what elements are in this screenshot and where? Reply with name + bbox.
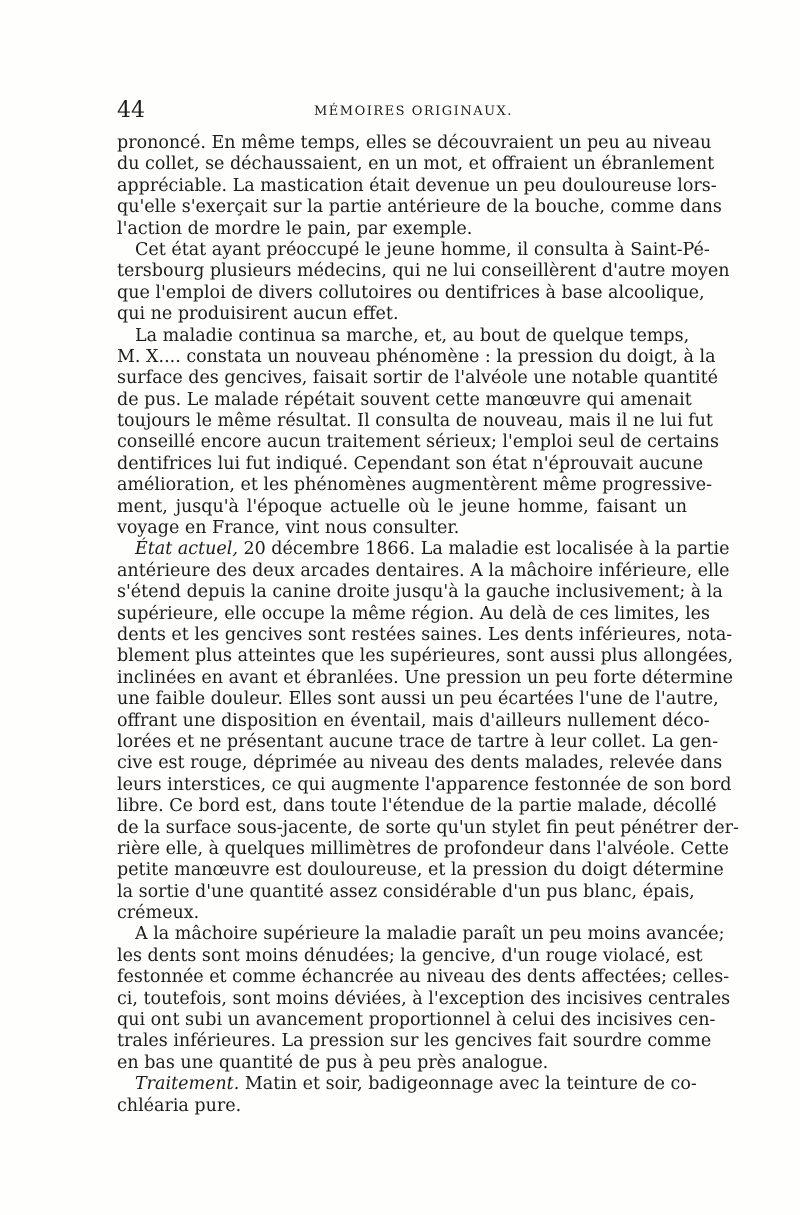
text-line: M. X.... constata un nouveau phénomène : la pression du doigt, à la [117,346,716,367]
text-line: offrant une disposition en éventail, mais d'ailleurs nullement déco- [117,710,710,731]
text-line: trales inférieures. La pression sur les gencives fait sourdre comme [117,1031,712,1052]
body-text [117,133,739,1117]
text-line: libre. Ce bord est, dans toute l'étendue de la partie malade, décollé [117,796,717,817]
text-line: une faible douleur. Elles sont aussi un peu écartées l'une de l'autre, [117,689,719,710]
text-line: blement plus atteintes que les supérieures, sont aussi plus allongées, [117,646,734,667]
text-line: dents et les gencives sont restées saines. Les dents inférieures, nota- [117,624,733,645]
section-lead: État actuel, [135,539,238,560]
text-line: La maladie continua sa marche, et, au bout de quelque temps, [135,325,690,346]
text-line: qui ne produisirent aucun effet. [117,304,399,325]
text-line: lorées et ne présentant aucune trace de tartre à leur collet. La gen- [117,731,719,752]
text-line: les dents sont moins dénudées; la gencive, d'un rouge violacé, est [117,945,703,966]
text-line: rière elle, à quelques millimètres de profondeur dans l'alvéole. Cette [117,838,729,859]
text-line: qu'elle s'exerçait sur la partie antérieure de la bouche, comme dans [117,197,722,218]
text-line: festonnée et comme échancrée au niveau des dents affectées; celles- [117,967,730,988]
text-line: supérieure, elle occupe la même région. Au delà de ces limites, les [117,603,711,624]
paragraph [117,239,730,326]
text-line: du collet, se déchaussaient, en un mot, et offraient un ébranlement [117,154,715,175]
text-line: petite manœuvre est douloureuse, et la pression du doigt détermine [117,860,724,881]
text-line: cive est rouge, déprimée au niveau des dents malades, relevée dans [117,753,723,774]
text-line: conseillé encore aucun traitement sérieux; l'emploi seul de certains [117,432,719,453]
paragraph [117,325,719,540]
text-line: de pus. Le malade répétait souvent cette manœuvre qui amenait [117,389,692,410]
text-line: s'étend depuis la canine droite jusqu'à la gauche inclusivement; à la [117,582,723,603]
text-line: prononcé. En même temps, elles se découvraient un peu au niveau [117,133,712,153]
page-header [117,96,687,126]
page-number: 44 [117,98,145,123]
text-line: la sortie d'une quantité assez considérable d'un pus blanc, épais, [117,881,695,902]
text-line-rest: 20 décembre 1866. La maladie est localisée à la partie [237,539,730,560]
text-line: A la mâchoire supérieure la maladie paraît un peu moins avancée; [135,924,725,945]
text-line-rest: Matin et soir, badigeonnage avec la teinture de co- [239,1074,697,1095]
text-line: de la surface sous-jacente, de sorte qu'un stylet fin peut pénétrer der- [117,817,739,838]
text-line: tersbourg plusieurs médecins, qui ne lui conseillèrent d'autre moyen [117,261,730,282]
text-line: voyage en France, vint nous consulter. [117,518,460,539]
text-line: ci, toutefois, sont moins déviées, à l'exception des incisives centrales [117,988,731,1009]
paragraph [117,133,722,240]
text-line: qui ont subi un avancement proportionnel à celui des incisives cen- [117,1010,716,1031]
text-line: chléaria pure. [117,1095,242,1116]
text-line: inclinées en avant et ébranlées. Une pression un peu forte détermine [117,667,733,688]
paragraph [117,924,731,1074]
text-line: Cet état ayant préoccupé le jeune homme, il consulta à Saint-Pé- [135,239,710,260]
text-line: amélioration, et les phénomènes augmentèrent même progressive- [117,475,712,496]
running-title: MÉMOIRES ORIGINAUX. [314,104,513,119]
paragraph-traitement [117,1074,697,1117]
section-lead: Traitement. [135,1074,240,1095]
text-line: appréciable. La mastication était devenue un peu douloureuse lors- [117,175,717,196]
text-line: leurs interstices, ce qui augmente l'apparence festonnée de son bord [117,774,732,795]
text-line: que l'emploi de divers collutoires ou dentifrices à base alcoolique, [117,282,705,303]
text-line [117,539,730,560]
text-line: dentifrices lui fut indiqué. Cependant son état n'éprouvait aucune [117,453,704,474]
text-line: ment, jusqu'à l'époque actuelle où le jeune homme, faisant un [117,496,687,517]
text-line [117,1074,697,1095]
text-line: en bas une quantité de pus à peu près analogue. [117,1052,549,1073]
paragraph-etat-actuel [117,539,739,924]
text-line: surface des gencives, faisait sortir de l'alvéole une notable quantité [117,368,718,389]
text-line: toujours le même résultat. Il consulta de nouveau, mais il ne lui fut [117,411,713,432]
text-line: l'action de mordre le pain, par exemple. [117,218,473,239]
text-line: antérieure des deux arcades dentaires. A la mâchoire inférieure, elle [117,560,730,581]
text-line: crémeux. [117,903,200,924]
